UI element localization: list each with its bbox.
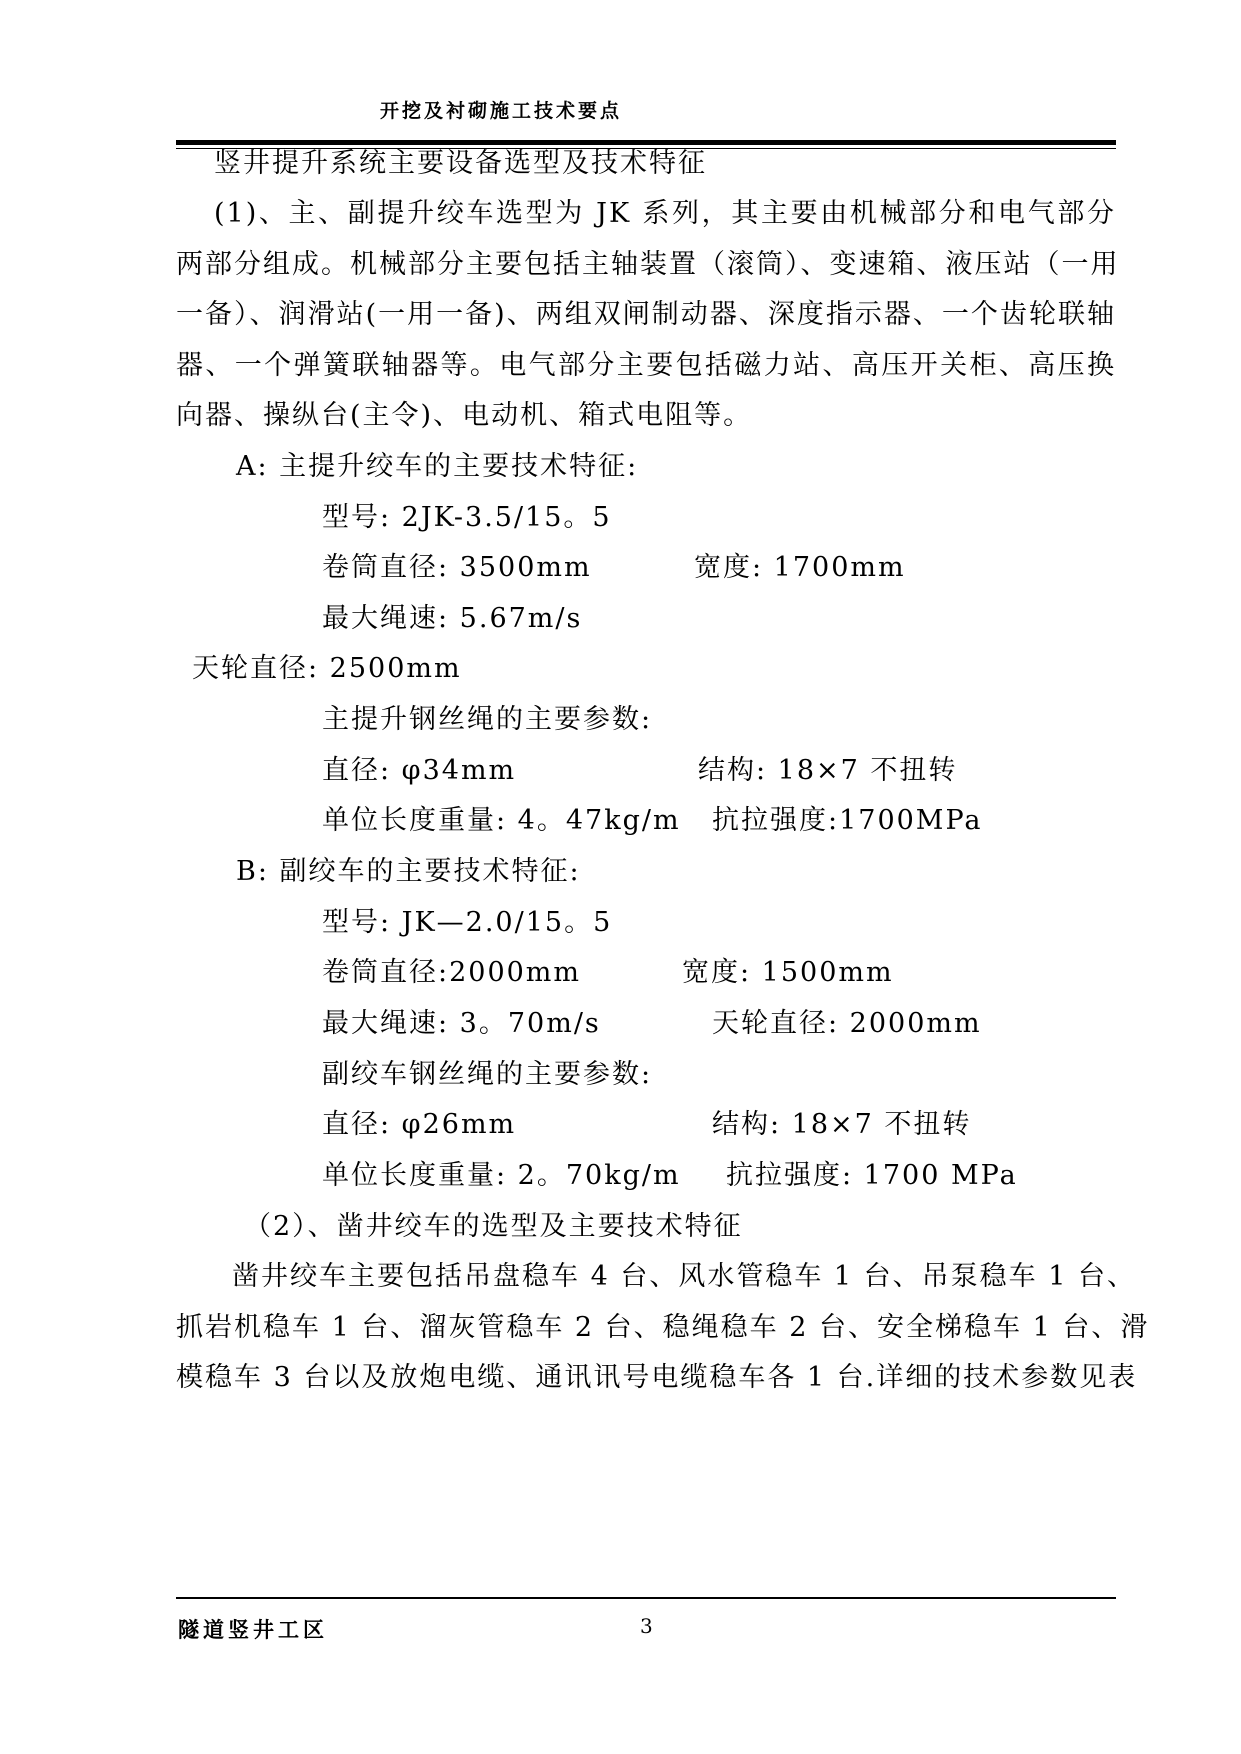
aux-winch-model: 型号: JK—2.0/15。5 xyxy=(322,907,613,938)
main-rope-weight: 单位长度重量: 4。47kg/m xyxy=(322,805,681,836)
aux-winch-heading: B: 副绞车的主要技术特征: xyxy=(236,856,581,887)
paragraph-2-line-2: 抓岩机稳车 1 台、溜灰管稳车 2 台、稳绳稳车 2 台、安全梯稳车 1 台、滑 xyxy=(176,1312,1150,1343)
main-winch-max-speed: 最大绳速: 5.67m/s xyxy=(322,603,583,634)
section-2-heading: （2）、凿井绞车的选型及主要技术特征 xyxy=(244,1211,743,1242)
main-winch-model: 型号: 2JK-3.5/15。5 xyxy=(322,502,612,533)
section-heading: 竖井提升系统主要设备选型及技术特征 xyxy=(214,148,707,179)
header-rule-thick xyxy=(176,140,1116,145)
paragraph-1-line-2: 两部分组成。机械部分主要包括主轴装置（滚筒）、变速箱、液压站（一用 xyxy=(176,249,1120,280)
paragraph-1-line-1: (1)、主、副提升绞车选型为 JK 系列，其主要由机械部分和电气部分 xyxy=(214,198,1116,229)
main-rope-heading: 主提升钢丝绳的主要参数: xyxy=(322,704,653,735)
paragraph-2-line-1: 凿井绞车主要包括吊盘稳车 4 台、风水管稳车 1 台、吊泵稳车 1 台、 xyxy=(232,1261,1137,1292)
paragraph-1-line-5: 向器、操纵台(主令)、电动机、箱式电阻等。 xyxy=(176,400,753,431)
main-winch-drum-diameter: 卷筒直径: 3500mm xyxy=(322,552,592,583)
running-header-title: 开挖及衬砌施工技术要点 xyxy=(380,100,623,122)
footer-rule xyxy=(176,1597,1116,1599)
aux-winch-sheave-diameter: 天轮直径: 2000mm xyxy=(712,1008,982,1039)
paragraph-1-line-3: 一备）、润滑站(一用一备)、两组双闸制动器、深度指示器、一个齿轮联轴 xyxy=(176,299,1116,330)
main-winch-heading: A: 主提升绞车的主要技术特征: xyxy=(236,451,639,482)
footer-work-area: 隧道竖井工区 xyxy=(178,1617,328,1642)
main-rope-structure: 结构: 18×7 不扭转 xyxy=(698,755,958,786)
aux-winch-width: 宽度: 1500mm xyxy=(682,957,894,988)
aux-rope-weight: 单位长度重量: 2。70kg/m xyxy=(322,1160,681,1191)
page-number: 3 xyxy=(640,1614,653,1638)
aux-rope-strength: 抗拉强度: 1700 MPa xyxy=(726,1160,1018,1191)
aux-rope-structure: 结构: 18×7 不扭转 xyxy=(712,1109,972,1140)
aux-winch-drum-diameter: 卷筒直径:2000mm xyxy=(322,957,582,988)
aux-rope-diameter: 直径: φ26mm xyxy=(322,1109,517,1140)
main-rope-diameter: 直径: φ34mm xyxy=(322,755,517,786)
main-winch-sheave-diameter: 天轮直径: 2500mm xyxy=(192,653,462,684)
paragraph-1-line-4: 器、一个弹簧联轴器等。电气部分主要包括磁力站、高压开关柜、高压换 xyxy=(176,350,1116,381)
paragraph-2-line-3: 模稳车 3 台以及放炮电缆、通讯讯号电缆稳车各 1 台.详细的技术参数见表 xyxy=(176,1362,1138,1393)
main-rope-strength: 抗拉强度:1700MPa xyxy=(712,805,983,836)
aux-winch-max-speed: 最大绳速: 3。70m/s xyxy=(322,1008,601,1039)
aux-rope-heading: 副绞车钢丝绳的主要参数: xyxy=(322,1059,653,1090)
main-winch-width: 宽度: 1700mm xyxy=(694,552,906,583)
